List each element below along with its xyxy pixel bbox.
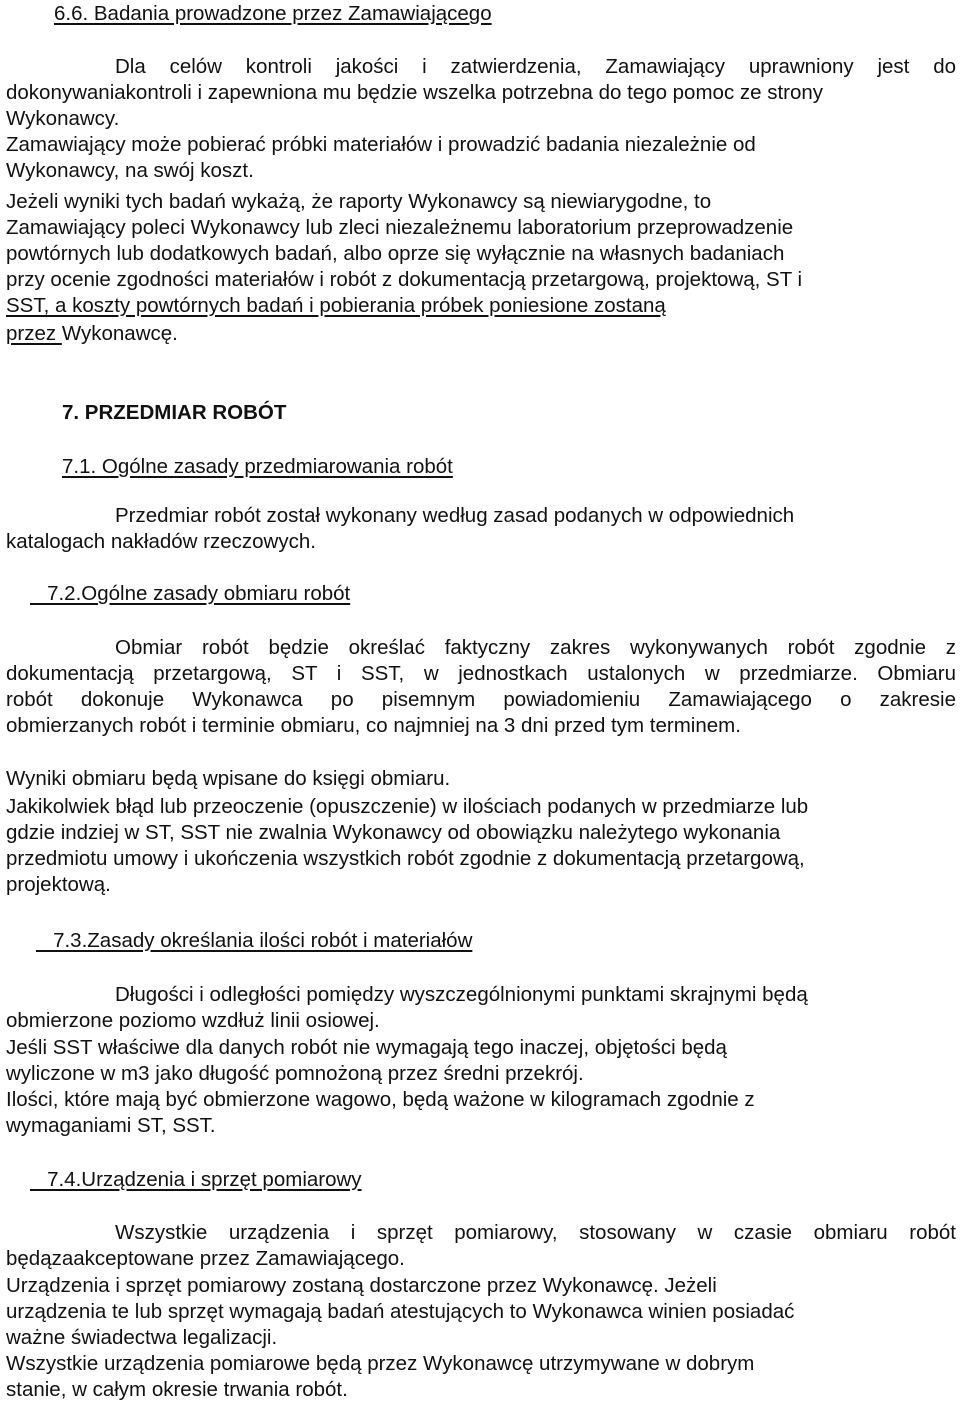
section-7-1-heading: 7.1. Ogólne zasady przedmiarowania robót: [62, 455, 453, 478]
paragraph-line: przedmiotu umowy i ukończenia wszystkich robót zgodnie z dokumentacją przetargową,: [6, 847, 805, 870]
paragraph-line: Urządzenia i sprzęt pomiarowy zostaną dostarczone przez Wykonawcę. Jeżeli: [6, 1274, 717, 1297]
paragraph-line: dokumentacją przetargową, ST i SST, w jednostkach ustalonych w przedmiarze. Obmiaru: [6, 662, 956, 685]
paragraph-line: stanie, w całym okresie trwania robót.: [6, 1378, 348, 1401]
section-6-6-heading: 6.6. Badania prowadzone przez Zamawiającego: [54, 2, 492, 25]
section-7-2-heading: 7.2.Ogólne zasady obmiaru robót: [30, 582, 351, 605]
paragraph-line: Obmiar robót będzie określać faktyczny zakres wykonywanych robót zgodnie z: [115, 636, 956, 659]
section-7-4-heading: 7.4.Urządzenia i sprzęt pomiarowy: [30, 1168, 362, 1191]
paragraph-line: Wszystkie urządzenia pomiarowe będą przez Wykonawcę utrzymywane w dobrym: [6, 1352, 755, 1375]
paragraph-line: Jeżeli wyniki tych badań wykażą, że raporty Wykonawcy są niewiarygodne, to: [6, 190, 712, 213]
paragraph-line: Przedmiar robót został wykonany według zasad podanych w odpowiednich: [115, 504, 795, 527]
paragraph-line: Zamawiający poleci Wykonawcy lub zleci niezależnemu laboratorium przeprowadzenie: [6, 216, 794, 239]
paragraph-line: Jeśli SST właściwe dla danych robót nie wymagają tego inaczej, objętości będą: [6, 1036, 727, 1059]
paragraph-line: Jakikolwiek błąd lub przeoczenie (opuszczenie) w ilościach podanych w przedmiarze lub: [6, 795, 809, 818]
paragraph-line: urządzenia te lub sprzęt wymagają badań atestujących to Wykonawca winien posiadać: [6, 1300, 795, 1323]
paragraph-line: wymaganiami ST, SST.: [6, 1114, 216, 1137]
paragraph-line: projektową.: [6, 873, 111, 896]
section-7-heading: 7. PRZEDMIAR ROBÓT: [62, 401, 287, 424]
paragraph-line: Zamawiający może pobierać próbki materiałów i prowadzić badania niezależnie od: [6, 133, 756, 156]
paragraph-line: Ilości, które mają być obmierzone wagowo, będą ważone w kilogramach zgodnie z: [6, 1088, 755, 1111]
paragraph-line: Wykonawcy.: [6, 107, 120, 130]
section-7-3-heading: 7.3.Zasady określania ilości robót i materiałów: [36, 929, 473, 952]
paragraph-line: Wykonawcy, na swój koszt.: [6, 159, 254, 182]
paragraph-line: obmierzone poziomo wzdłuż linii osiowej.: [6, 1009, 380, 1032]
paragraph-line: gdzie indziej w ST, SST nie zwalnia Wykonawcy od obowiązku należytego wykonania: [6, 821, 781, 844]
paragraph-line: Wyniki obmiaru będą wpisane do księgi obmiaru.: [6, 767, 451, 790]
paragraph-line: Dla celów kontroli jakości i zatwierdzenia, Zamawiający uprawniony jest do: [115, 55, 956, 78]
paragraph-line: dokonywaniakontroli i zapewniona mu będzie wszelka potrzebna do tego pomoc ze strony: [6, 81, 824, 104]
paragraph-line: będązaakceptowane przez Zamawiającego.: [6, 1247, 405, 1270]
paragraph-line: przy ocenie zgodności materiałów i robót z dokumentacją przetargową, projektową, ST i: [6, 268, 803, 291]
paragraph-line: SST, a koszty powtórnych badań i pobierania próbek poniesione zostaną: [6, 294, 666, 317]
paragraph-line: Wszystkie urządzenia i sprzęt pomiarowy, stosowany w czasie obmiaru robót: [115, 1221, 956, 1244]
paragraph-line: katalogach nakładów rzeczowych.: [6, 530, 316, 553]
paragraph-line-last: [6, 321, 178, 347]
paragraph-line: Długości i odległości pomiędzy wyszczególnionymi punktami skrajnymi będą: [115, 983, 808, 1006]
paragraph-line: obmierzanych robót i terminie obmiaru, co najmniej na 3 dni przed tym terminem.: [6, 714, 741, 737]
paragraph-line: robót dokonuje Wykonawca po pisemnym powiadomieniu Zamawiającego o zakresie: [6, 688, 956, 711]
underlined-fragment: przez: [6, 322, 62, 345]
paragraph-line: powtórnych lub dodatkowych badań, albo oprze się wyłącznie na własnych badaniach: [6, 242, 785, 265]
text-fragment: Wykonawcę.: [61, 322, 178, 345]
paragraph-line: wyliczone w m3 jako długość pomnożoną przez średni przekrój.: [6, 1062, 584, 1085]
paragraph-line: ważne świadectwa legalizacji.: [6, 1326, 278, 1349]
